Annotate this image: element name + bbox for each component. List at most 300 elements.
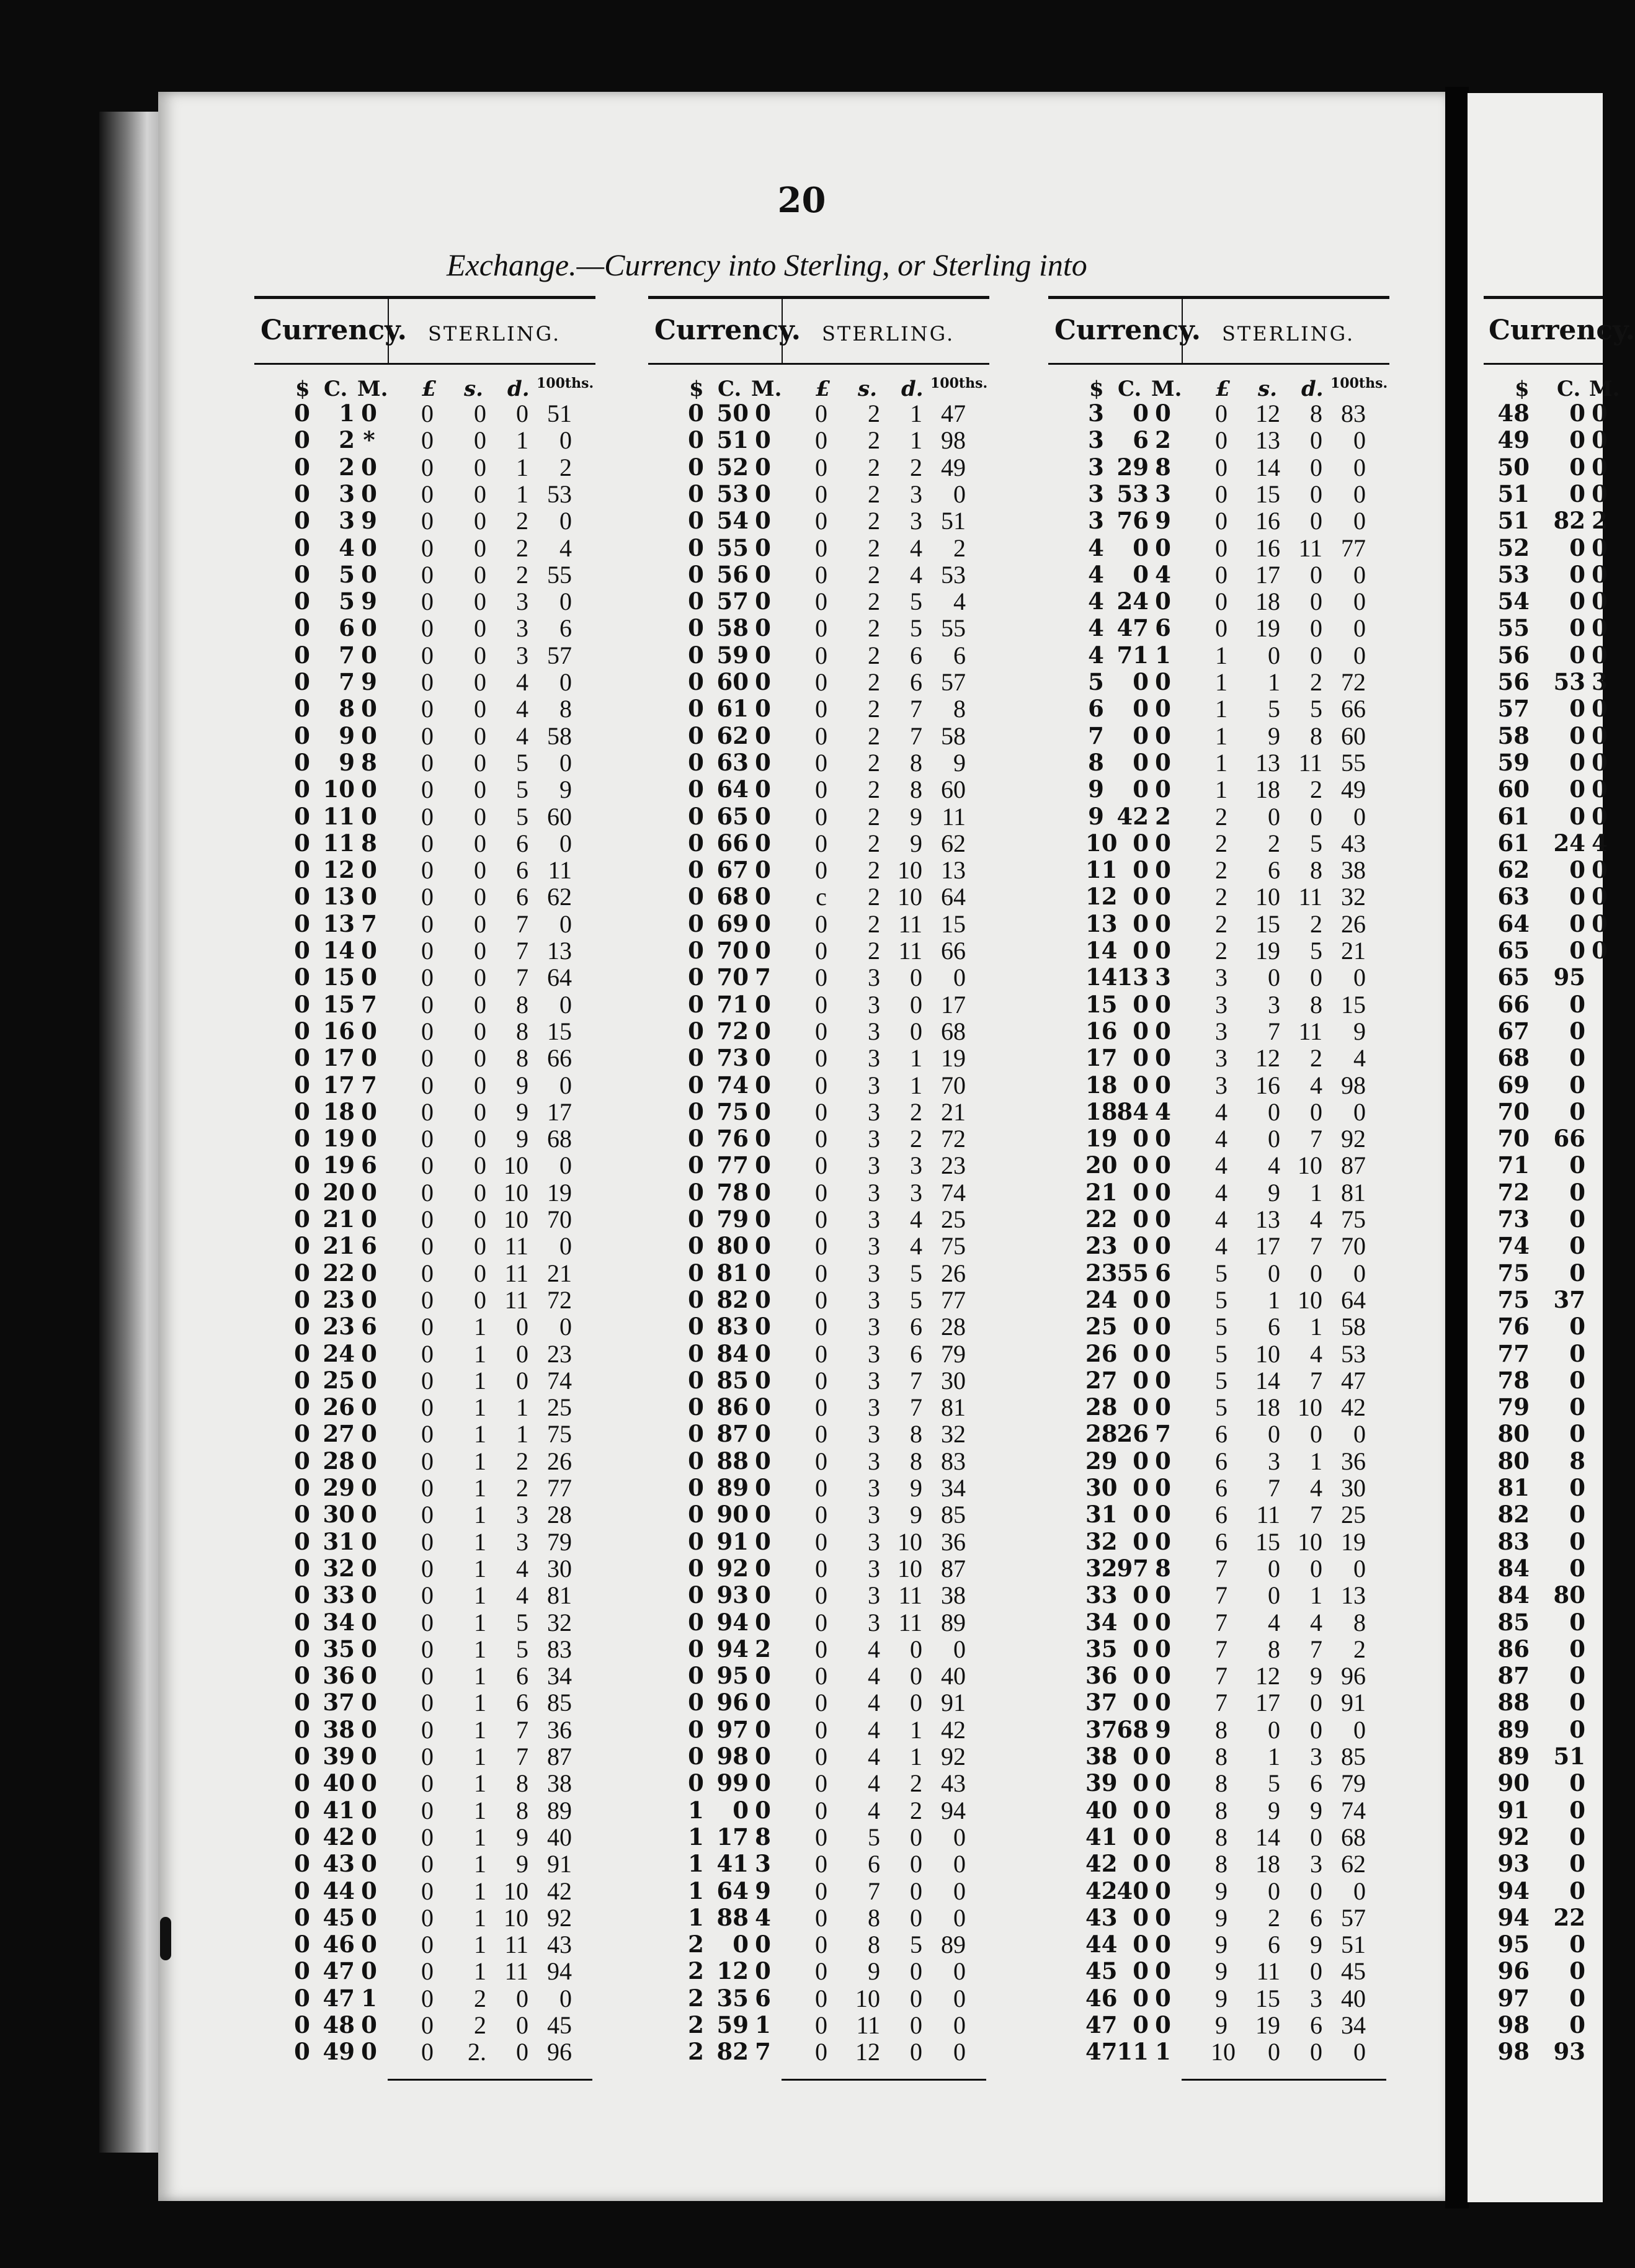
cents-cell: 0 <box>1569 1393 1585 1421</box>
table-row <box>1484 1394 1603 1421</box>
mills-cell: 0 <box>1155 1877 1171 1904</box>
table-row <box>648 1233 989 1259</box>
table-row <box>1484 1582 1603 1609</box>
rule-header <box>1484 363 1603 365</box>
pounds-cell: 4 <box>1215 1205 1227 1233</box>
mills-cell: 7 <box>361 909 377 937</box>
cents-cell: 21 <box>323 1205 355 1233</box>
pounds-cell: 7 <box>1215 1608 1227 1636</box>
shillings-cell: 3 <box>868 1178 880 1207</box>
table-row <box>648 1341 989 1367</box>
dollars-cell: 71 <box>1497 1151 1530 1179</box>
pounds-cell: 0 <box>815 1366 827 1395</box>
hundredths-cell: 34 <box>547 1662 572 1690</box>
pounds-cell: 0 <box>421 534 434 562</box>
cents-cell: 0 <box>1569 1205 1585 1233</box>
cents-cell: 11 <box>1116 2038 1149 2066</box>
table-row <box>1048 1770 1389 1797</box>
dollars-cell: 0 <box>688 1769 704 1797</box>
mills-cell: 0 <box>1155 1635 1171 1663</box>
pounds-cell: 0 <box>421 480 434 508</box>
mills-cell: 2 <box>1155 426 1171 454</box>
hundredths-cell: 87 <box>941 1554 966 1583</box>
pounds-cell: 1 <box>1215 668 1227 696</box>
hundredths-cell: 34 <box>941 1474 966 1502</box>
shillings-cell: 18 <box>1255 1393 1280 1422</box>
pounds-cell: 0 <box>421 1554 434 1583</box>
cents-cell: 77 <box>716 1151 749 1179</box>
shillings-cell: 2 <box>868 748 880 777</box>
pence-cell: 0 <box>1310 614 1322 643</box>
table-row <box>254 1904 595 1931</box>
dollars-cell: 0 <box>294 856 310 884</box>
table-row <box>1484 721 1608 749</box>
table-row <box>1484 2012 1603 2038</box>
dollars-cell: 0 <box>688 1581 704 1609</box>
rule-bottom <box>388 2079 592 2081</box>
hundredths-cell: 0 <box>1353 1420 1366 1449</box>
mills-cell: 0 <box>361 721 377 749</box>
dollars-cell: 64 <box>1497 909 1530 937</box>
cents-cell: 94 <box>716 1608 749 1636</box>
pence-cell: 0 <box>516 1984 528 2012</box>
mills-cell: 0 <box>1155 1662 1171 1690</box>
pence-cell: 0 <box>910 963 922 992</box>
mills-cell: 0 <box>755 721 771 749</box>
hundredths-cell: 0 <box>953 1903 966 1932</box>
hundredths-cell: 51 <box>547 400 572 427</box>
hundredths-cell: 38 <box>1341 856 1366 885</box>
shillings-cell: 11 <box>1256 1957 1280 1986</box>
dollars-cell: 68 <box>1497 1044 1530 1072</box>
dollars-cell: 87 <box>1497 1662 1530 1690</box>
table-row <box>1484 1609 1603 1636</box>
mills-subheader: M. <box>1589 377 1620 401</box>
mills-cell: 0 <box>361 1850 377 1878</box>
pounds-cell: 9 <box>1215 1957 1227 1986</box>
table-row <box>1048 1125 1389 1152</box>
pence-cell: 4 <box>910 1205 922 1233</box>
dollars-cell: 23 <box>1085 1259 1118 1287</box>
hundredths-cell: 66 <box>1341 695 1366 723</box>
cents-cell: 3 <box>339 480 355 507</box>
cents-cell: 84 <box>1116 1097 1149 1125</box>
cents-cell: 12 <box>716 1957 749 1985</box>
cents-cell: 0 <box>1569 1232 1585 1260</box>
cents-cell: 80 <box>1553 1581 1585 1609</box>
dollars-cell: 31 <box>1085 1501 1118 1529</box>
cents-cell: 0 <box>1569 1474 1585 1501</box>
shillings-cell: 0 <box>474 829 486 857</box>
cents-cell: 26 <box>323 1393 355 1421</box>
hundredths-cell: 38 <box>941 1581 966 1610</box>
cents-cell: 0 <box>1133 560 1149 588</box>
cents-cell: 0 <box>1133 1608 1149 1636</box>
shillings-cell: 0 <box>474 1151 486 1180</box>
pounds-cell: 9 <box>1215 1877 1227 1905</box>
table-row <box>648 857 989 883</box>
table-block-1 <box>254 296 595 2083</box>
dollars-cell: 0 <box>294 1420 310 1448</box>
hundredths-cell: 68 <box>547 1125 572 1153</box>
mills-cell: 0 <box>755 829 771 857</box>
table-row <box>1484 695 1608 723</box>
cents-cell: 23 <box>323 1285 355 1313</box>
shillings-cell: 6 <box>1268 1931 1280 1959</box>
cents-cell: 53 <box>716 480 749 507</box>
hundredths-cell: 89 <box>941 1608 966 1636</box>
pounds-cell: 0 <box>815 1125 827 1153</box>
hundredths-cell: 0 <box>559 426 572 455</box>
dollars-cell: 83 <box>1497 1527 1530 1555</box>
cents-cell: 0 <box>1569 587 1585 615</box>
pounds-cell: 0 <box>815 1769 827 1798</box>
dollars-cell: 9 <box>1088 775 1104 803</box>
pence-cell: 5 <box>910 587 922 616</box>
pence-cell: 3 <box>910 1178 922 1207</box>
table-row <box>1484 1663 1603 1689</box>
cents-cell: 30 <box>323 1501 355 1529</box>
table-row <box>1484 748 1608 776</box>
pounds-cell: 0 <box>815 1554 827 1583</box>
mills-cell: 9 <box>1155 507 1171 535</box>
pence-cell: 7 <box>910 721 922 750</box>
mills-cell: 0 <box>1155 2011 1171 2038</box>
dollars-cell: 51 <box>1497 507 1530 535</box>
shillings-cell: 19 <box>1255 2011 1280 2039</box>
pounds-cell: 0 <box>421 909 434 938</box>
table-row <box>648 1824 989 1851</box>
dollars-cell: 2 <box>688 2038 704 2066</box>
cents-cell: 32 <box>323 1554 355 1582</box>
mills-cell: 0 <box>1155 1474 1171 1501</box>
dollars-cell: 0 <box>294 937 310 964</box>
pounds-cell: 0 <box>815 587 827 616</box>
hundredths-cell: 0 <box>559 748 572 777</box>
hundredths-cell: 4 <box>559 534 572 562</box>
dollars-cell: 42 <box>1085 1850 1118 1878</box>
mills-cell: 0 <box>755 1554 771 1582</box>
pence-cell: 6 <box>910 1339 922 1368</box>
pence-cell: 4 <box>516 695 528 723</box>
pence-cell: 0 <box>516 400 528 427</box>
cents-cell: 52 <box>716 453 749 481</box>
hundredths-cell: 0 <box>953 480 966 508</box>
pounds-cell: 0 <box>815 1635 827 1663</box>
cents-cell: 9 <box>339 721 355 749</box>
dollars-cell: 0 <box>688 1527 704 1555</box>
table-row <box>1484 587 1608 615</box>
table-row <box>648 1448 989 1475</box>
hundredths-cell: 0 <box>559 1984 572 2012</box>
hundredths-cell: 53 <box>547 480 572 508</box>
pence-cell: 10 <box>504 1151 528 1180</box>
dollars-cell: 0 <box>688 1125 704 1153</box>
pence-cell: 0 <box>910 2038 922 2066</box>
shillings-cell: 3 <box>868 1071 880 1099</box>
table-row <box>254 1287 595 1313</box>
shillings-cell: 10 <box>1255 883 1280 911</box>
cents-cell: 65 <box>716 802 749 830</box>
page-title: Exchange.—Currency into Sterling, or Sterling into <box>447 248 1087 282</box>
shillings-cell: 8 <box>868 1931 880 1959</box>
table-row <box>648 1206 989 1233</box>
mills-cell: 0 <box>755 1313 771 1341</box>
shillings-cell: 1 <box>474 1689 486 1717</box>
shillings-cell: 0 <box>1268 2038 1280 2066</box>
cents-cell: 15 <box>323 990 355 1018</box>
pence-cell: 0 <box>516 1313 528 1341</box>
table-row <box>648 776 989 803</box>
shillings-cell: 1 <box>474 1743 486 1770</box>
cents-cell: 8 <box>339 695 355 723</box>
shillings-cell: 0 <box>474 480 486 508</box>
pence-cell: 2 <box>910 1097 922 1126</box>
table-row <box>254 1743 595 1770</box>
shillings-cell: 12 <box>1255 1662 1280 1690</box>
pence-cell: 9 <box>910 1474 922 1502</box>
hundredths-cell: 15 <box>1341 990 1366 1019</box>
cents-cell: 83 <box>716 1313 749 1341</box>
table-row <box>254 1689 595 1716</box>
cents-cell: 0 <box>1569 775 1585 803</box>
hundredths-cell: 85 <box>547 1689 572 1717</box>
mills-cell: 0 <box>361 1259 377 1287</box>
dollars-cell: 90 <box>1497 1769 1530 1797</box>
mills-cell: 0 <box>755 775 771 803</box>
pounds-cell: 0 <box>421 1635 434 1663</box>
dollars-cell: 0 <box>688 426 704 454</box>
cents-cell: 70 <box>716 963 749 991</box>
pence-cell: 9 <box>910 802 922 831</box>
pence-cell: 0 <box>1310 641 1322 669</box>
dollars-cell: 0 <box>294 2038 310 2066</box>
shillings-cell: 0 <box>474 695 486 723</box>
pounds-cell: 2 <box>1215 829 1227 857</box>
pence-cell: 0 <box>910 1823 922 1851</box>
table-row <box>1048 964 1389 991</box>
hundredths-cell: 66 <box>941 937 966 965</box>
dollars-cell: 18 <box>1085 1097 1118 1125</box>
pence-cell: 5 <box>910 614 922 643</box>
cents-cell: 82 <box>716 1285 749 1313</box>
table-row <box>648 400 989 427</box>
mills-cell: 0 <box>1155 1017 1171 1045</box>
table-row <box>1048 1152 1389 1179</box>
hundredths-cell: 0 <box>1353 1554 1366 1583</box>
pence-cell: 2 <box>1310 668 1322 696</box>
table-row <box>1484 641 1608 669</box>
shillings-cell: 0 <box>1268 963 1280 992</box>
shillings-cell: 2 <box>868 829 880 857</box>
hundredths-cell: 38 <box>547 1769 572 1798</box>
pence-cell: 4 <box>910 534 922 562</box>
table-row <box>1484 1878 1603 1904</box>
mills-cell: 0 <box>361 802 377 830</box>
hundredths-cell: 96 <box>547 2038 572 2066</box>
pounds-cell: 0 <box>815 937 827 965</box>
mills-cell: 0 <box>1592 748 1608 776</box>
table-row <box>254 1878 595 1904</box>
hundredths-cell: 0 <box>953 963 966 992</box>
dollars-cell: 3 <box>1088 453 1104 481</box>
hundredths-cell: 26 <box>941 1259 966 1287</box>
pence-cell: 4 <box>910 1232 922 1261</box>
mills-cell: 9 <box>361 668 377 695</box>
table-block-partial <box>1484 296 1635 2083</box>
mills-cell: 0 <box>361 856 377 884</box>
hundredths-cell: 70 <box>1341 1232 1366 1261</box>
dollars-cell: 4 <box>1088 614 1104 642</box>
shillings-cell: 2 <box>868 453 880 481</box>
rule-top <box>648 296 989 299</box>
cents-cell: 3 <box>339 507 355 535</box>
hundredths-cell: 42 <box>547 1877 572 1905</box>
cents-cell: 0 <box>1133 883 1149 911</box>
shillings-cell: 1 <box>474 1527 486 1556</box>
hundredths-cell: 0 <box>1353 1877 1366 1905</box>
table-row <box>254 1179 595 1206</box>
mills-cell: 0 <box>361 1044 377 1072</box>
hundredths-cell: 47 <box>1341 1366 1366 1395</box>
pounds-cell: 0 <box>421 426 434 455</box>
dollars-cell: 36 <box>1085 1662 1118 1690</box>
shillings-cell: 0 <box>474 775 486 804</box>
shillings-cell: 0 <box>474 1125 486 1153</box>
table-row <box>1484 400 1608 427</box>
pence-cell: 8 <box>1310 400 1322 427</box>
rule-top <box>1484 296 1603 299</box>
mills-cell: 0 <box>755 883 771 911</box>
mills-cell: 0 <box>361 2011 377 2038</box>
hundredths-cell: 77 <box>1341 534 1366 562</box>
pounds-cell: 4 <box>1215 1178 1227 1207</box>
pounds-cell: 0 <box>815 1447 827 1475</box>
hundredths-cell: 6 <box>953 641 966 669</box>
mills-cell: 0 <box>1155 856 1171 884</box>
shillings-cell: 0 <box>1268 641 1280 669</box>
table-row <box>1048 588 1389 615</box>
pounds-cell: 9 <box>1215 2011 1227 2039</box>
cents-cell: 0 <box>1133 748 1149 776</box>
cents-cell: 0 <box>1133 990 1149 1018</box>
table-row <box>1048 749 1389 776</box>
mills-cell: 0 <box>1155 775 1171 803</box>
shillings-cell: 18 <box>1255 775 1280 804</box>
pence-cell: 11 <box>1298 534 1322 562</box>
pounds-cell: 0 <box>421 990 434 1019</box>
shillings-cell: 0 <box>474 1205 486 1233</box>
pence-cell: 10 <box>504 1178 528 1207</box>
pence-cell: 8 <box>1310 990 1322 1019</box>
hundredths-cell: 0 <box>953 1850 966 1878</box>
table-row <box>648 481 989 507</box>
table-row <box>1048 830 1389 857</box>
table-row <box>1484 453 1608 481</box>
cents-cell: 93 <box>1553 2038 1585 2066</box>
hundredths-cell: 23 <box>547 1339 572 1368</box>
pence-cell: 6 <box>516 883 528 911</box>
hundredths-cell: 87 <box>547 1743 572 1770</box>
hundredths-cell: 8 <box>1353 1608 1366 1636</box>
cents-cell: 12 <box>323 856 355 884</box>
pence-cell: 10 <box>1298 1285 1322 1314</box>
shillings-cell: 2 <box>868 856 880 885</box>
pounds-cell: 0 <box>1215 587 1227 616</box>
dollars-cell: 22 <box>1085 1205 1118 1233</box>
mills-cell: 0 <box>1155 1339 1171 1367</box>
mills-cell: 0 <box>361 1420 377 1448</box>
mills-cell: 0 <box>1155 1957 1171 1985</box>
table-row <box>1048 1717 1389 1743</box>
pounds-cell: 4 <box>1215 1097 1227 1126</box>
shillings-cell: 3 <box>868 1151 880 1180</box>
table-row <box>254 1931 595 1958</box>
mills-cell: 4 <box>755 1903 771 1931</box>
pence-cell: 8 <box>516 1017 528 1045</box>
shillings-cell: 12 <box>855 2038 880 2066</box>
hundredths-cell: 13 <box>941 856 966 885</box>
cents-cell: 39 <box>323 1743 355 1770</box>
cents-cell: 0 <box>1133 1178 1149 1206</box>
pounds-cell: 0 <box>815 1474 827 1502</box>
dollars-cell: 0 <box>294 1178 310 1206</box>
shillings-cell: 3 <box>868 1313 880 1341</box>
cents-cell: 93 <box>716 1581 749 1609</box>
pence-cell: 0 <box>910 1877 922 1905</box>
cents-cell: 13 <box>323 883 355 911</box>
dollars-cell: 0 <box>294 1769 310 1797</box>
dollars-cell: 0 <box>294 1044 310 1072</box>
mills-cell: 0 <box>755 1957 771 1985</box>
pence-cell: 0 <box>1310 1823 1322 1851</box>
mills-cell: 9 <box>361 507 377 535</box>
cents-cell: 0 <box>1569 480 1585 507</box>
cents-cell: 0 <box>1569 400 1585 427</box>
mills-cell: 0 <box>1155 1232 1171 1260</box>
dollars-cell: 0 <box>294 1877 310 1904</box>
pence-cell: 0 <box>516 1339 528 1368</box>
pounds-cell: 0 <box>421 1097 434 1126</box>
shillings-cell: 6 <box>868 1850 880 1878</box>
pence-cell: 9 <box>516 1823 528 1851</box>
book-gutter <box>1445 87 1469 2208</box>
table-row <box>1484 1179 1603 1206</box>
mills-cell: 3 <box>1155 480 1171 507</box>
mills-cell: 0 <box>361 1285 377 1313</box>
shillings-cell: 0 <box>474 721 486 750</box>
pounds-cell: 0 <box>1215 614 1227 643</box>
shillings-cell: 0 <box>474 1232 486 1261</box>
dollars-cell: 0 <box>688 1259 704 1287</box>
cents-cell: 0 <box>1133 2011 1149 2038</box>
pence-cell: 9 <box>1310 1662 1322 1690</box>
cents-cell: 0 <box>1133 1205 1149 1233</box>
dollars-cell: 21 <box>1085 1178 1118 1206</box>
mills-cell: 0 <box>361 1097 377 1125</box>
shillings-cell: 2 <box>474 1984 486 2012</box>
cents-cell: 0 <box>1133 1501 1149 1529</box>
pounds-cell: 1 <box>1215 721 1227 750</box>
shillings-cell: 0 <box>1268 1097 1280 1126</box>
pence-cell: 0 <box>1310 1554 1322 1583</box>
pounds-cell: 0 <box>815 1662 827 1690</box>
mills-cell: 0 <box>1592 802 1608 830</box>
table-row <box>254 1260 595 1287</box>
dollars-cell: 55 <box>1497 614 1530 642</box>
dollars-cell: 65 <box>1497 937 1530 964</box>
mills-cell: 0 <box>755 641 771 669</box>
